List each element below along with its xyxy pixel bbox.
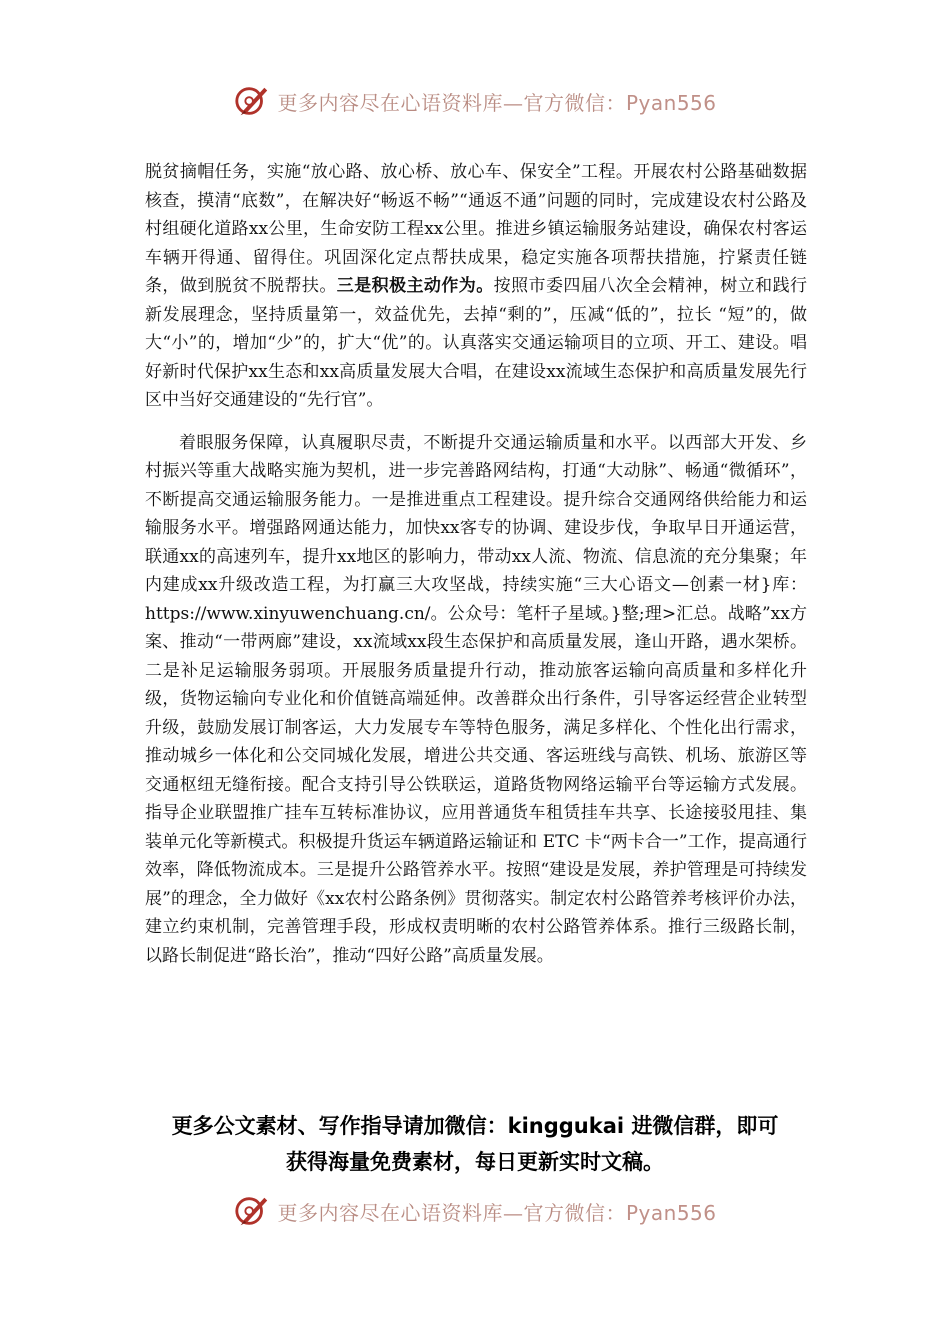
paragraph-1-text-b: 按照市委四届八次全会精神，树立和践行新发展理念，坚持质量第一，效益优先，去掉“剩的”，压减“低的”，拉长 “短”的，做大“小”的，增加“少”的，扩大“优”的。认真落实交通运输项目的立项、开工、建设。唱好新时代保护xx生态和xx高质量发展大合唱，在建设xx流域生态保护和高质量发展先行区中当好交通建设的“先行官”。 xyxy=(145,276,808,410)
promo-line-2: 获得海量免费素材，每日更新实时文稿。 xyxy=(286,1150,664,1174)
promo-callout xyxy=(120,1108,830,1180)
pen-logo-icon xyxy=(233,82,271,120)
pen-logo-icon xyxy=(233,1192,271,1230)
paragraph-1-text-a: 脱贫摘帽任务，实施“放心路、放心桥、放心车、保安全”工程。开展农村公路基础数据核查，摸清“底数”，在解决好“畅返不畅”“通返不通”问题的同时，完成建设农村公路及村组硬化道路xx公里，生命安防工程xx公里。推进乡镇运输服务站建设，确保农村客运车辆开得通、留得住。巩固深化定点帮扶成果，稳定实施各项帮扶措施，拧紧责任链条，做到脱贫不脱帮扶。 xyxy=(145,162,807,296)
paragraph-1 xyxy=(145,158,807,415)
promo-line-1: 更多公文素材、写作指导请加微信：kinggukai 进微信群，即可 xyxy=(171,1114,779,1138)
watermark-text xyxy=(277,87,716,116)
watermark-wechat-id: Pyan556 xyxy=(625,1200,717,1225)
watermark-wechat-id: Pyan556 xyxy=(625,90,717,115)
watermark-text xyxy=(277,1197,716,1226)
watermark-label: 更多内容尽在心语资料库—官方微信： xyxy=(277,90,626,115)
document-body xyxy=(145,158,807,970)
footer-watermark xyxy=(0,1188,950,1234)
watermark-label: 更多内容尽在心语资料库—官方微信： xyxy=(277,1200,626,1225)
paragraph-2: 着眼服务保障，认真履职尽责，不断提升交通运输质量和水平。以西部大开发、乡村振兴等重大战略实施为契机，进一步完善路网结构，打通“大动脉”、畅通“微循环”，不断提高交通运输服务能力。一是推进重点工程建设。提升综合交通网络供给能力和运输服务水平。增强路网通达能力，加快xx客专的协调、建设步伐，争取早日开通运营，联通xx的高速列车，提升xx地区的影响力，带动xx人流、物流、信息流的充分集聚；年内建成xx升级改造工程，为打赢三大攻坚战，持续实施“三大心语文—创素一材}库：https://www.xinyuwenchuang.cn/。公众号：笔杆子星域。}整;理>汇总。战略”xx方案、推动“一带两廊”建设，xx流域xx段生态保护和高质量发展，逢山开路，遇水架桥。二是补足运输服务弱项。开展服务质量提升行动，推动旅客运输向高质量和多样化升级，货物运输向专业化和价值链高端延伸。改善群众出行条件，引导客运经营企业转型升级，鼓励发展订制客运，大力发展专车等特色服务，满足多样化、个性化出行需求，推动城乡一体化和公交同城化发展，增进公共交通、客运班线与高铁、机场、旅游区等交通枢纽无缝衔接。配合支持引导公铁联运，道路货物网络运输平台等运输方式发展。指导企业联盟推广挂车互转标准协议，应用普通货车租赁挂车共享、长途接驳甩挂、集装单元化等新模式。积极提升货运车辆道路运输证和 ETC 卡“两卡合一”工作，提高通行效率，降低物流成本。三是提升公路管养水平。按照“建设是发展，养护管理是可持续发展”的理念，全力做好《xx农村公路条例》贯彻落实。制定农村公路管养考核评价办法，建立约束机制，完善管理手段，形成权责明晰的农村公路管养体系。推行三级路长制， 以路长制促进“路长治”，推动“四好公路”高质量发展。 xyxy=(145,432,807,966)
paragraph-1-bold-heading: 三是积极主动作为。 xyxy=(336,276,494,296)
header-watermark xyxy=(0,78,950,124)
